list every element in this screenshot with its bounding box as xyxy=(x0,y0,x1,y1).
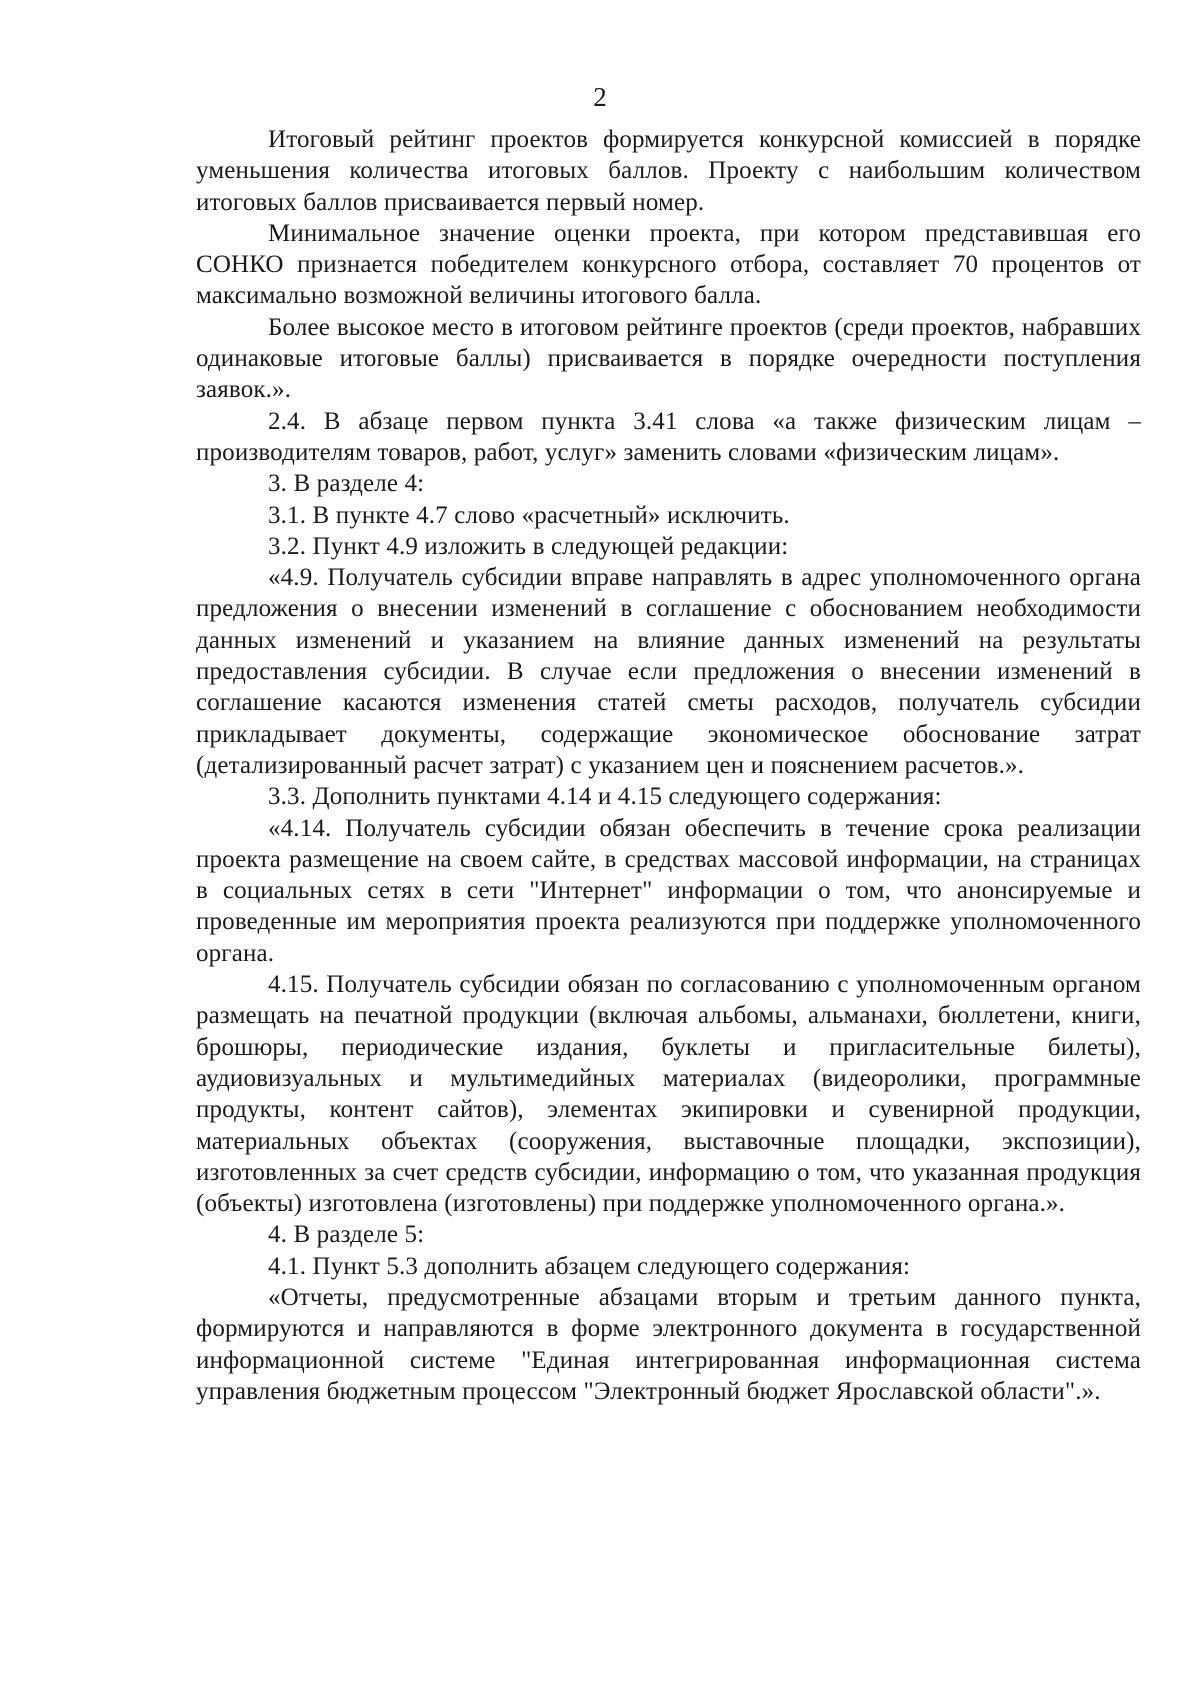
paragraph-section-5: 4. В разделе 5: xyxy=(268,1221,425,1249)
paragraph-4-1: 4.1. Пункт 5.3 дополнить абзацем следующего содержания: xyxy=(268,1252,911,1280)
paragraph-minimum-score: Минимальное значение оценки проекта, при котором представившая его СОНКО признается победителем конкурсного отбора, составляет 70 процентов от максимально возможной величины итогового балла. xyxy=(196,219,1141,310)
paragraph-3-2: 3.2. Пункт 4.9 изложить в следующей редакции: xyxy=(268,532,789,560)
paragraph-rating: Итоговый рейтинг проектов формируется конкурсной комиссией в порядке уменьшения количества итоговых баллов. Проекту с наибольшим количеством итоговых баллов присваивается первый номер. xyxy=(196,126,1141,216)
paragraph-4-15: 4.15. Получатель субсидии обязан по согласованию с уполномоченным органом размещать на печатной продукции (включая альбомы, альманахи, бюллетени, книги, брошюры, периодические издания, буклеты и пригласительные билеты), аудиовизуальных и мультимедийных материалах (видеоролики, программные продукты, контент сайтов), элементах экипировки и сувенирной продукции, материальных объектах (сооружения, выставочные площадки, экспозиции), изготовленных за счет средств субсидии, информацию о том, что указанная продукция (объекты) изготовлена (изготовлены) при поддержке уполномоченного органа.». xyxy=(196,971,1141,1218)
paragraph-3-1: 3.1. В пункте 4.7 слово «расчетный» исключить. xyxy=(268,501,790,529)
paragraph-2-4: 2.4. В абзаце первом пункта 3.41 слова «а также физическим лицам – производителям товаров, работ, услуг» заменить словами «физическим лицам». xyxy=(196,407,1141,466)
paragraph-section-4: 3. В разделе 4: xyxy=(268,470,425,498)
paragraph-3-3: 3.3. Дополнить пунктами 4.14 и 4.15 следующего содержания: xyxy=(268,783,942,811)
paragraph-4-9: «4.9. Получатель субсидии вправе направлять в адрес уполномоченного органа предложения о внесении изменений в соглашение с обоснованием необходимости данных изменений и указанием на влияние данных изменений на результаты предоставления субсидии. В случае если предложения о внесении изменений в соглашение касаются изменения статей сметы расходов, получатель субсидии прикладывает документы, содержащие экономическое обоснование затрат (детализированный расчет затрат) с указанием цен и пояснением расчетов.». xyxy=(196,564,1141,779)
paragraph-reports: «Отчеты, предусмотренные абзацами вторым и третьим данного пункта, формируются и направляются в форме электронного документа в государственной информационной системе "Единая интегрированная информационная система управления бюджетным процессом "Электронный бюджет Ярославской области".». xyxy=(196,1283,1141,1405)
paragraph-4-14: «4.14. Получатель субсидии обязан обеспечить в течение срока реализации проекта размещение на своем сайте, в средствах массовой информации, на страницах в социальных сетях в сети "Интернет" информации о том, что анонсируемые и проведенные им мероприятия проекта реализуются при поддержке уполномоченного органа. xyxy=(196,814,1141,967)
document-body xyxy=(196,124,1141,1407)
paragraph-higher-place: Более высокое место в итоговом рейтинге проектов (среди проектов, набравших одинаковые итоговые баллы) присваивается в порядке очередности поступления заявок.». xyxy=(196,313,1141,404)
page-number: 2 xyxy=(593,82,607,112)
